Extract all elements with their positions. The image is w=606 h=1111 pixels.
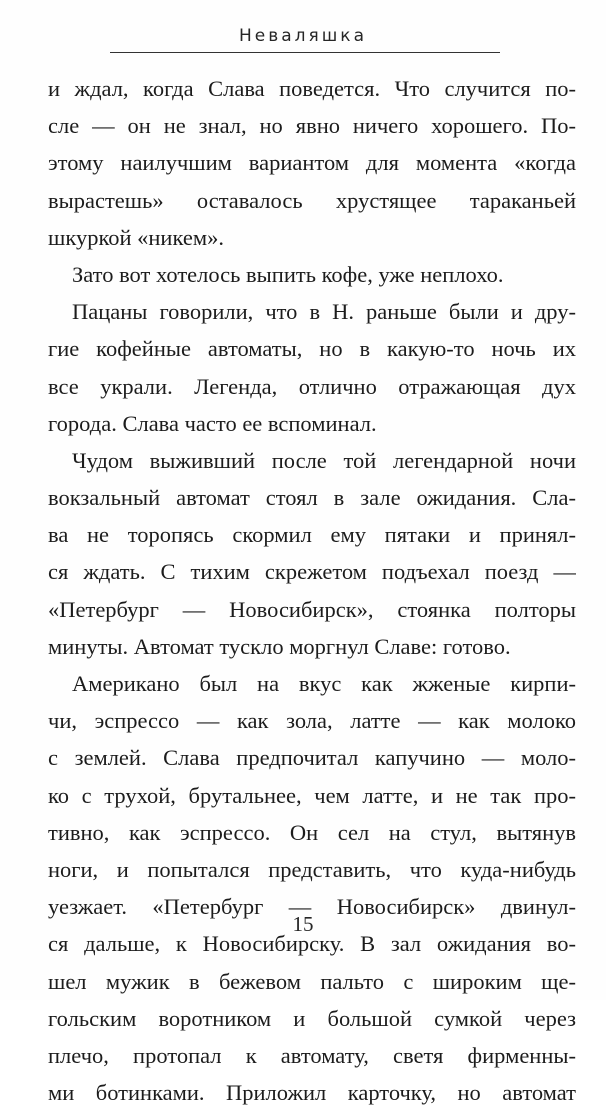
- text-line: этому наилучшим вариантом для момента «когда: [48, 150, 576, 176]
- text-line: ко с трухой, брутальнее, чем латте, и не так про-: [48, 782, 576, 808]
- running-head: Неваляшка: [238, 26, 367, 46]
- text-line: ва не торопясь скормил ему пятаки и принял-: [48, 522, 576, 548]
- text-line: ми ботинками. Приложил карточку, но автомат: [48, 1080, 576, 1106]
- text-line: города. Слава часто ее вспоминал.: [48, 410, 377, 436]
- text-line: Зато вот хотелось выпить кофе, уже неплохо.: [72, 261, 504, 287]
- text-line: сле — он не знал, но явно ничего хорошего. По-: [48, 113, 576, 139]
- text-line: тивно, как эспрессо. Он сел на стул, вытянув: [48, 819, 576, 845]
- text-line: ся дальше, к Новосибирску. В зал ожидания во-: [48, 931, 576, 957]
- text-line: с землей. Слава предпочитал капучино — моло-: [48, 745, 576, 771]
- text-line: Американо был на вкус как жженые кирпи-: [72, 671, 576, 696]
- text-line: гольским воротником и большой сумкой через: [48, 1005, 576, 1031]
- text-line: вырастешь» оставалось хрустящее тараканьей: [48, 187, 576, 213]
- text-line: гие кофейные автоматы, но в какую-то ночь их: [48, 336, 576, 362]
- text-line: ноги, и попытался представить, что куда-нибудь: [48, 856, 576, 882]
- text-line: уезжает. «Петербург — Новосибирск» двинул-: [48, 894, 576, 920]
- text-line: шел мужик в бежевом пальто с широким ще-: [48, 968, 576, 994]
- text-line: минуты. Автомат тускло моргнул Славе: готово.: [48, 633, 511, 659]
- text-line: все украли. Легенда, отлично отражающая дух: [48, 373, 576, 399]
- header-rule: [110, 52, 500, 53]
- text-line: ся ждать. С тихим скрежетом подъехал поезд —: [48, 559, 576, 585]
- text-line: плечо, протопал к автомату, светя фирменны-: [48, 1042, 576, 1068]
- text-line: шкуркой «никем».: [48, 224, 224, 250]
- page-number: 15: [292, 912, 314, 936]
- text-line: и ждал, когда Слава поведется. Что случится по-: [48, 76, 576, 101]
- text-line: Пацаны говорили, что в Н. раньше были и дру-: [72, 299, 576, 325]
- body-text: [48, 70, 576, 1111]
- text-line: чи, эспрессо — как зола, латте — как молоко: [48, 708, 576, 734]
- text-line: вокзальный автомат стоял в зале ожидания. Сла-: [48, 485, 576, 511]
- text-line: Чудом выживший после той легендарной ночи: [72, 447, 576, 473]
- text-line: «Петербург — Новосибирск», стоянка полторы: [48, 596, 576, 622]
